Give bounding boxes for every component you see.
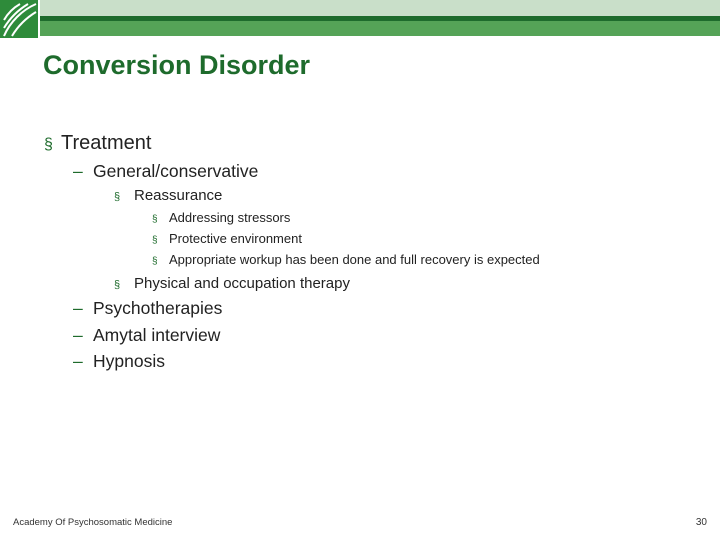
bullet-appropriate-workup xyxy=(152,252,540,267)
bullet-text: Amytal interview xyxy=(93,325,221,345)
header-bar-medium xyxy=(40,21,720,36)
bullet-text: Treatment xyxy=(61,132,152,154)
bullet-marker: – xyxy=(73,298,83,318)
bullet-text: Protective environment xyxy=(169,231,302,246)
header-bar-light xyxy=(40,0,720,16)
bullet-amytal-interview xyxy=(73,325,220,346)
footer-organization: Academy Of Psychosomatic Medicine xyxy=(13,517,173,528)
bullet-text: General/conservative xyxy=(93,161,259,181)
bullet-text: Physical and occupation therapy xyxy=(134,275,350,292)
bullet-treatment xyxy=(44,132,151,155)
bullet-protective-environment xyxy=(152,231,302,246)
bullet-text: Hypnosis xyxy=(93,351,165,371)
bullet-general-conservative xyxy=(73,161,258,182)
logo-icon xyxy=(0,0,38,38)
bullet-marker: – xyxy=(73,351,83,371)
bullet-physical-therapy xyxy=(114,275,350,292)
bullet-marker: § xyxy=(152,256,158,267)
page-number: 30 xyxy=(695,517,707,528)
bullet-marker: § xyxy=(114,279,121,291)
bullet-marker: § xyxy=(44,136,53,153)
bullet-marker: § xyxy=(152,235,158,246)
bullet-marker: § xyxy=(114,191,121,203)
bullet-marker: – xyxy=(73,325,83,345)
bullet-marker: – xyxy=(73,161,83,181)
bullet-text: Addressing stressors xyxy=(169,210,291,225)
bullet-psychotherapies xyxy=(73,298,222,319)
bullet-text: Reassurance xyxy=(134,187,223,204)
bullet-hypnosis xyxy=(73,351,165,372)
bullet-text: Psychotherapies xyxy=(93,298,223,318)
bullet-addressing-stressors xyxy=(152,210,290,225)
bullet-marker: § xyxy=(152,214,158,225)
bullet-reassurance xyxy=(114,187,222,204)
bullet-text: Appropriate workup has been done and full recovery is expected xyxy=(169,252,540,267)
slide-title: Conversion Disorder xyxy=(43,50,311,80)
